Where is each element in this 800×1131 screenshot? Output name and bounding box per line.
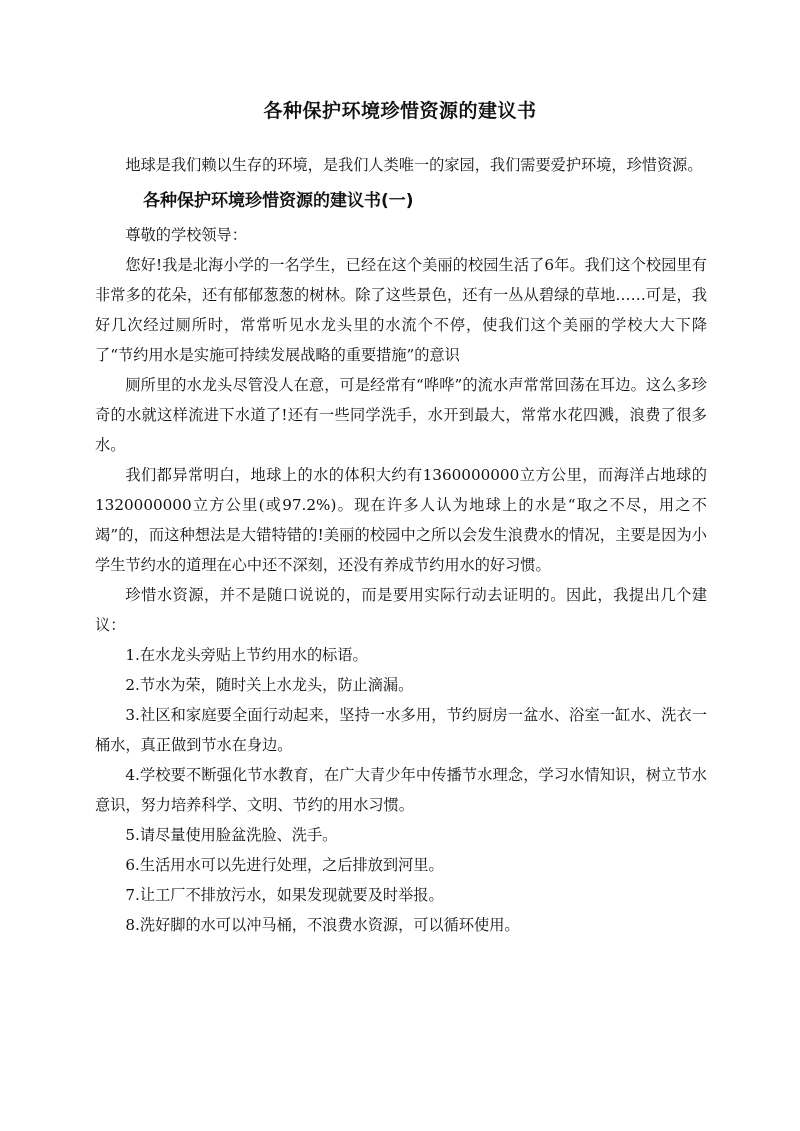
section-heading: 各种保护环境珍惜资源的建议书(一) xyxy=(143,191,414,211)
list-item: 1.在水龙头旁贴上节约用水的标语。 xyxy=(125,646,368,664)
body-paragraph: 厕所里的水龙头尽管没人在意，可是经常有“哗哗”的流水声常常回荡在耳边。这么多珍奇的水就这样流进下水道了!还有一些同学洗手，水开到最大，常常水花四溅，浪费了很多水。 xyxy=(95,376,707,454)
document-body xyxy=(95,150,707,940)
list-item: 8.洗好脚的水可以冲马桶，不浪费水资源，可以循环使用。 xyxy=(125,916,520,934)
list-item: 2.节水为荣，随时关上水龙头，防止滴漏。 xyxy=(125,676,414,694)
salutation: 尊敬的学校领导： xyxy=(125,226,247,244)
document-title: 各种保护环境珍惜资源的建议书 xyxy=(263,100,537,122)
intro-paragraph: 地球是我们赖以生存的环境，是我们人类唯一的家园，我们需要爱护环境，珍惜资源。 xyxy=(125,156,703,174)
body-paragraph: 您好!我是北海小学的一名学生，已经在这个美丽的校园生活了6年。我们这个校园里有非常多的花朵，还有郁郁葱葱的树林。除了这些景色，还有一丛从碧绿的草地……可是，我好几次经过厕所时，常常听见水龙头里的水流个不停，使我们这个美丽的学校大大下降了“节约用水是实施可持续发展战略的重要措施”的意识 xyxy=(95,256,707,364)
list-item: 4.学校要不断强化节水教育，在广大青少年中传播节水理念，学习水情知识，树立节水意识，努力培养科学、文明、节约的用水习惯。 xyxy=(95,766,707,814)
body-paragraph: 我们都异常明白，地球上的水的体积大约有1360000000立方公里，而海洋占地球的1320000000立方公里(或97.2%)。现在许多人认为地球上的水是“取之不尽，用之不竭”的，而这种想法是大错特错的!美丽的校园中之所以会发生浪费水的情况，主要是因为小学生节约水的道理在心中还不深刻，还没有养成节约用水的好习惯。 xyxy=(95,466,707,574)
body-paragraph: 珍惜水资源，并不是随口说说的，而是要用实际行动去证明的。因此，我提出几个建议： xyxy=(95,586,707,634)
list-item: 7.让工厂不排放污水，如果发现就要及时举报。 xyxy=(125,886,444,904)
list-item: 5.请尽量使用脸盆洗脸、洗手。 xyxy=(125,826,338,844)
list-item: 6.生活用水可以先进行处理，之后排放到河里。 xyxy=(125,856,444,874)
suggestion-list xyxy=(95,640,707,940)
list-item: 3.社区和家庭要全面行动起来，坚持一水多用，节约厨房一盆水、浴室一缸水、洗衣一桶水，真正做到节水在身边。 xyxy=(95,706,707,754)
